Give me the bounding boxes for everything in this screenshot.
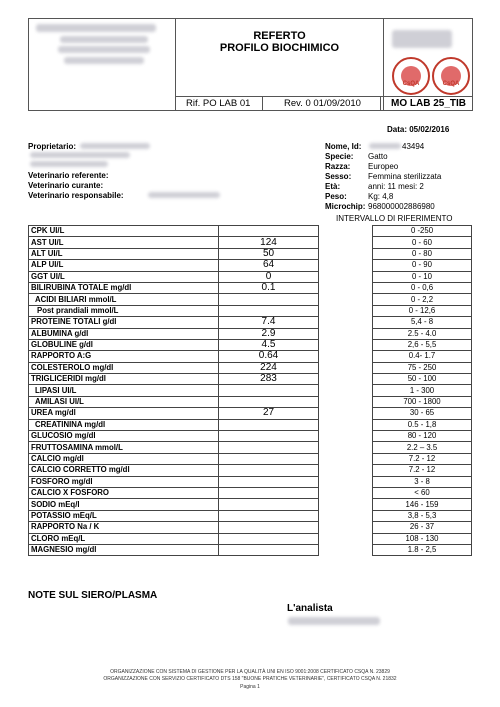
spacer [319,522,373,533]
test-name: GLOBULINE g/dl [29,339,219,350]
clinic-address-redacted [60,36,148,43]
test-name: MAGNESIO mg/dl [29,544,219,555]
vet-name-redacted [148,192,220,198]
reference-range: 1.8 - 2,5 [373,544,472,555]
spacer [319,374,373,385]
responsible-vet-label: Veterinario responsabile: [28,191,124,200]
report-title: REFERTO [253,30,306,42]
test-name: CREATININA mg/dl [29,419,219,430]
reference-range: 26 - 37 [373,522,472,533]
reference-range: 0 - 2,2 [373,294,472,305]
reference-range: 75 - 250 [373,362,472,373]
test-value: 2.9 [219,328,319,339]
test-value: 124 [219,237,319,248]
table-row [29,453,472,464]
spacer [319,328,373,339]
test-value [219,385,319,396]
test-value [219,499,319,510]
test-value: 0.64 [219,351,319,362]
spacer [319,317,373,328]
treating-vet-label: Veterinario curante: [28,181,104,190]
table-row [29,465,472,476]
test-name: ALP UI/L [29,260,219,271]
test-value [219,487,319,498]
rif-code: Rif. PO LAB 01 [186,98,251,109]
test-name: AST UI/L [29,237,219,248]
test-name: ACIDI BILIARI mmol/L [29,294,219,305]
owner-label: Proprietario: [28,142,77,151]
table-row [29,328,472,339]
spacer [319,499,373,510]
test-value [219,305,319,316]
reference-range: 0 - 90 [373,260,472,271]
test-name: RAPPORTO A:G [29,351,219,362]
revision: Rev. 0 01/09/2010 [284,98,361,109]
table-row [29,305,472,316]
test-name: CALCIO CORRETTO mg/dl [29,465,219,476]
reference-range: 30 - 65 [373,408,472,419]
test-value: 64 [219,260,319,271]
table-row [29,248,472,259]
reference-range: 7.2 - 12 [373,453,472,464]
header-divider [262,96,263,111]
spacer [319,396,373,407]
test-name: LIPASI UI/L [29,385,219,396]
reference-range: 2,6 - 5,5 [373,339,472,350]
interval-header: INTERVALLO DI RIFERIMENTO [336,214,453,223]
spacer [319,453,373,464]
test-name: ALT UI/L [29,248,219,259]
reference-range: 3,8 - 5,3 [373,510,472,521]
footer-line-1: ORGANIZZAZIONE CON SISTEMA DI GESTIONE PER LA QUALITÀ UNI EN ISO 9001:2008 CERTIFICATO CSQA N. 23829 [110,669,390,675]
table-row [29,419,472,430]
page-number: Pagina 1 [240,684,260,690]
test-name: PROTEINE TOTALI g/dl [29,317,219,328]
reference-range: 5,4 - 8 [373,317,472,328]
spacer [319,487,373,498]
reference-range: 0.5 - 1,8 [373,419,472,430]
test-name: POTASSIO mEq/L [29,510,219,521]
test-name: UREA mg/dl [29,408,219,419]
reference-range: 7.2 - 12 [373,465,472,476]
lab-results-table [28,225,472,556]
reference-range: 700 - 1800 [373,396,472,407]
table-row [29,431,472,442]
clinic-name-redacted [36,24,156,32]
table-row [29,544,472,555]
clinic-address-redacted [58,46,150,53]
table-row [29,271,472,282]
reference-range: 3 - 8 [373,476,472,487]
header-divider [175,96,473,97]
reference-range: 0 - 80 [373,248,472,259]
reference-range: 2.5 - 4.0 [373,328,472,339]
analyst-label: L'analista [287,603,333,614]
test-value [219,419,319,430]
reference-range: 2.2 – 3.5 [373,442,472,453]
test-value [219,465,319,476]
test-value: 4.5 [219,339,319,350]
report-subtitle: PROFILO BIOCHIMICO [219,42,340,54]
table-row [29,522,472,533]
test-name: AMILASI UI/L [29,396,219,407]
table-row [29,226,472,237]
table-row [29,510,472,521]
test-value: 283 [219,374,319,385]
reference-range: < 60 [373,487,472,498]
clinic-phone-redacted [64,57,144,64]
table-row [29,317,472,328]
reference-range: 0 - 10 [373,271,472,282]
patient-values: 43494 Gatto Europeo Femmina sterilizzata anni: 11 mesi: 2 Kg: 4,8 968000002886980 [368,142,442,211]
test-name: TRIGLICERIDI mg/dl [29,374,219,385]
reference-range: 0 - 12,6 [373,305,472,316]
test-name: CALCIO mg/dl [29,453,219,464]
spacer [319,533,373,544]
owner-address-redacted [30,161,108,167]
test-value: 0.1 [219,282,319,293]
test-name: BILIRUBINA TOTALE mg/dl [29,282,219,293]
footer-line-2: ORGANIZZAZIONE CON SERVIZIO CERTIFICATO DTS 158 "BUONE PRATICHE VETERINARIE", CERTIFICATO CSQA N. 21832 [103,676,397,682]
reference-range: 108 - 130 [373,533,472,544]
reference-range: 0 - 0,6 [373,282,472,293]
referring-vet-label: Veterinario referente: [28,171,109,180]
csqa-logo-icon: CsQA [432,57,470,95]
test-value [219,226,319,237]
test-value: 0 [219,271,319,282]
reference-range: 0 - 60 [373,237,472,248]
test-name: FRUTTOSAMINA mmol/L [29,442,219,453]
table-row [29,487,472,498]
lab-logo-redacted [392,30,452,48]
test-name: FOSFORO mg/dl [29,476,219,487]
table-row [29,282,472,293]
spacer [319,339,373,350]
test-name: CALCIO X FOSFORO [29,487,219,498]
test-value [219,510,319,521]
spacer [319,226,373,237]
test-value [219,533,319,544]
header-divider [383,18,384,111]
table-row [29,385,472,396]
reference-range: 80 - 120 [373,431,472,442]
test-value [219,453,319,464]
test-name: SODIO mEq/l [29,499,219,510]
spacer [319,260,373,271]
test-value: 7.4 [219,317,319,328]
test-name: COLESTEROLO mg/dl [29,362,219,373]
spacer [319,465,373,476]
test-name: ALBUMINA g/dl [29,328,219,339]
report-date: Data: 05/02/2016 [387,125,450,134]
table-row [29,260,472,271]
reference-range: 0.4- 1.7 [373,351,472,362]
spacer [319,385,373,396]
patient-labels: Nome, Id: Specie: Razza: Sesso: Età: Peso: Microchip: [325,142,366,211]
spacer [319,476,373,487]
test-name: RAPPORTO Na / K [29,522,219,533]
owner-redacted [80,143,150,149]
test-value [219,522,319,533]
spacer [319,442,373,453]
test-value: 224 [219,362,319,373]
test-value [219,476,319,487]
spacer [319,544,373,555]
csqa-logo-icon: CsQA [392,57,430,95]
table-row [29,476,472,487]
reference-range: 1 - 300 [373,385,472,396]
table-row [29,362,472,373]
spacer [319,431,373,442]
spacer [319,271,373,282]
spacer [319,408,373,419]
table-row [29,339,472,350]
test-value [219,294,319,305]
test-value [219,431,319,442]
test-value [219,396,319,407]
test-name: GGT UI/L [29,271,219,282]
analyst-signature-redacted [288,617,380,625]
owner-address-redacted [30,152,130,158]
table-row [29,408,472,419]
table-row [29,442,472,453]
table-row [29,499,472,510]
test-name: CPK UI/L [29,226,219,237]
test-name: CLORO mEq/L [29,533,219,544]
table-row [29,351,472,362]
table-row [29,374,472,385]
test-value [219,442,319,453]
header-divider [380,96,381,111]
table-row [29,396,472,407]
reference-range: 146 - 159 [373,499,472,510]
table-row [29,237,472,248]
table-row [29,294,472,305]
spacer [319,248,373,259]
test-name: Post prandiali mmol/L [29,305,219,316]
module-code: MO LAB 25_TIB [391,98,467,109]
spacer [319,351,373,362]
notes-title: NOTE SUL SIERO/PLASMA [28,590,158,601]
spacer [319,510,373,521]
spacer [319,362,373,373]
spacer [319,294,373,305]
spacer [319,419,373,430]
test-value [219,544,319,555]
spacer [319,282,373,293]
spacer [319,237,373,248]
test-value: 27 [219,408,319,419]
test-value: 50 [219,248,319,259]
reference-range: 50 - 100 [373,374,472,385]
reference-range: 0 -250 [373,226,472,237]
test-name: GLUCOSIO mg/dl [29,431,219,442]
spacer [319,305,373,316]
table-row [29,533,472,544]
